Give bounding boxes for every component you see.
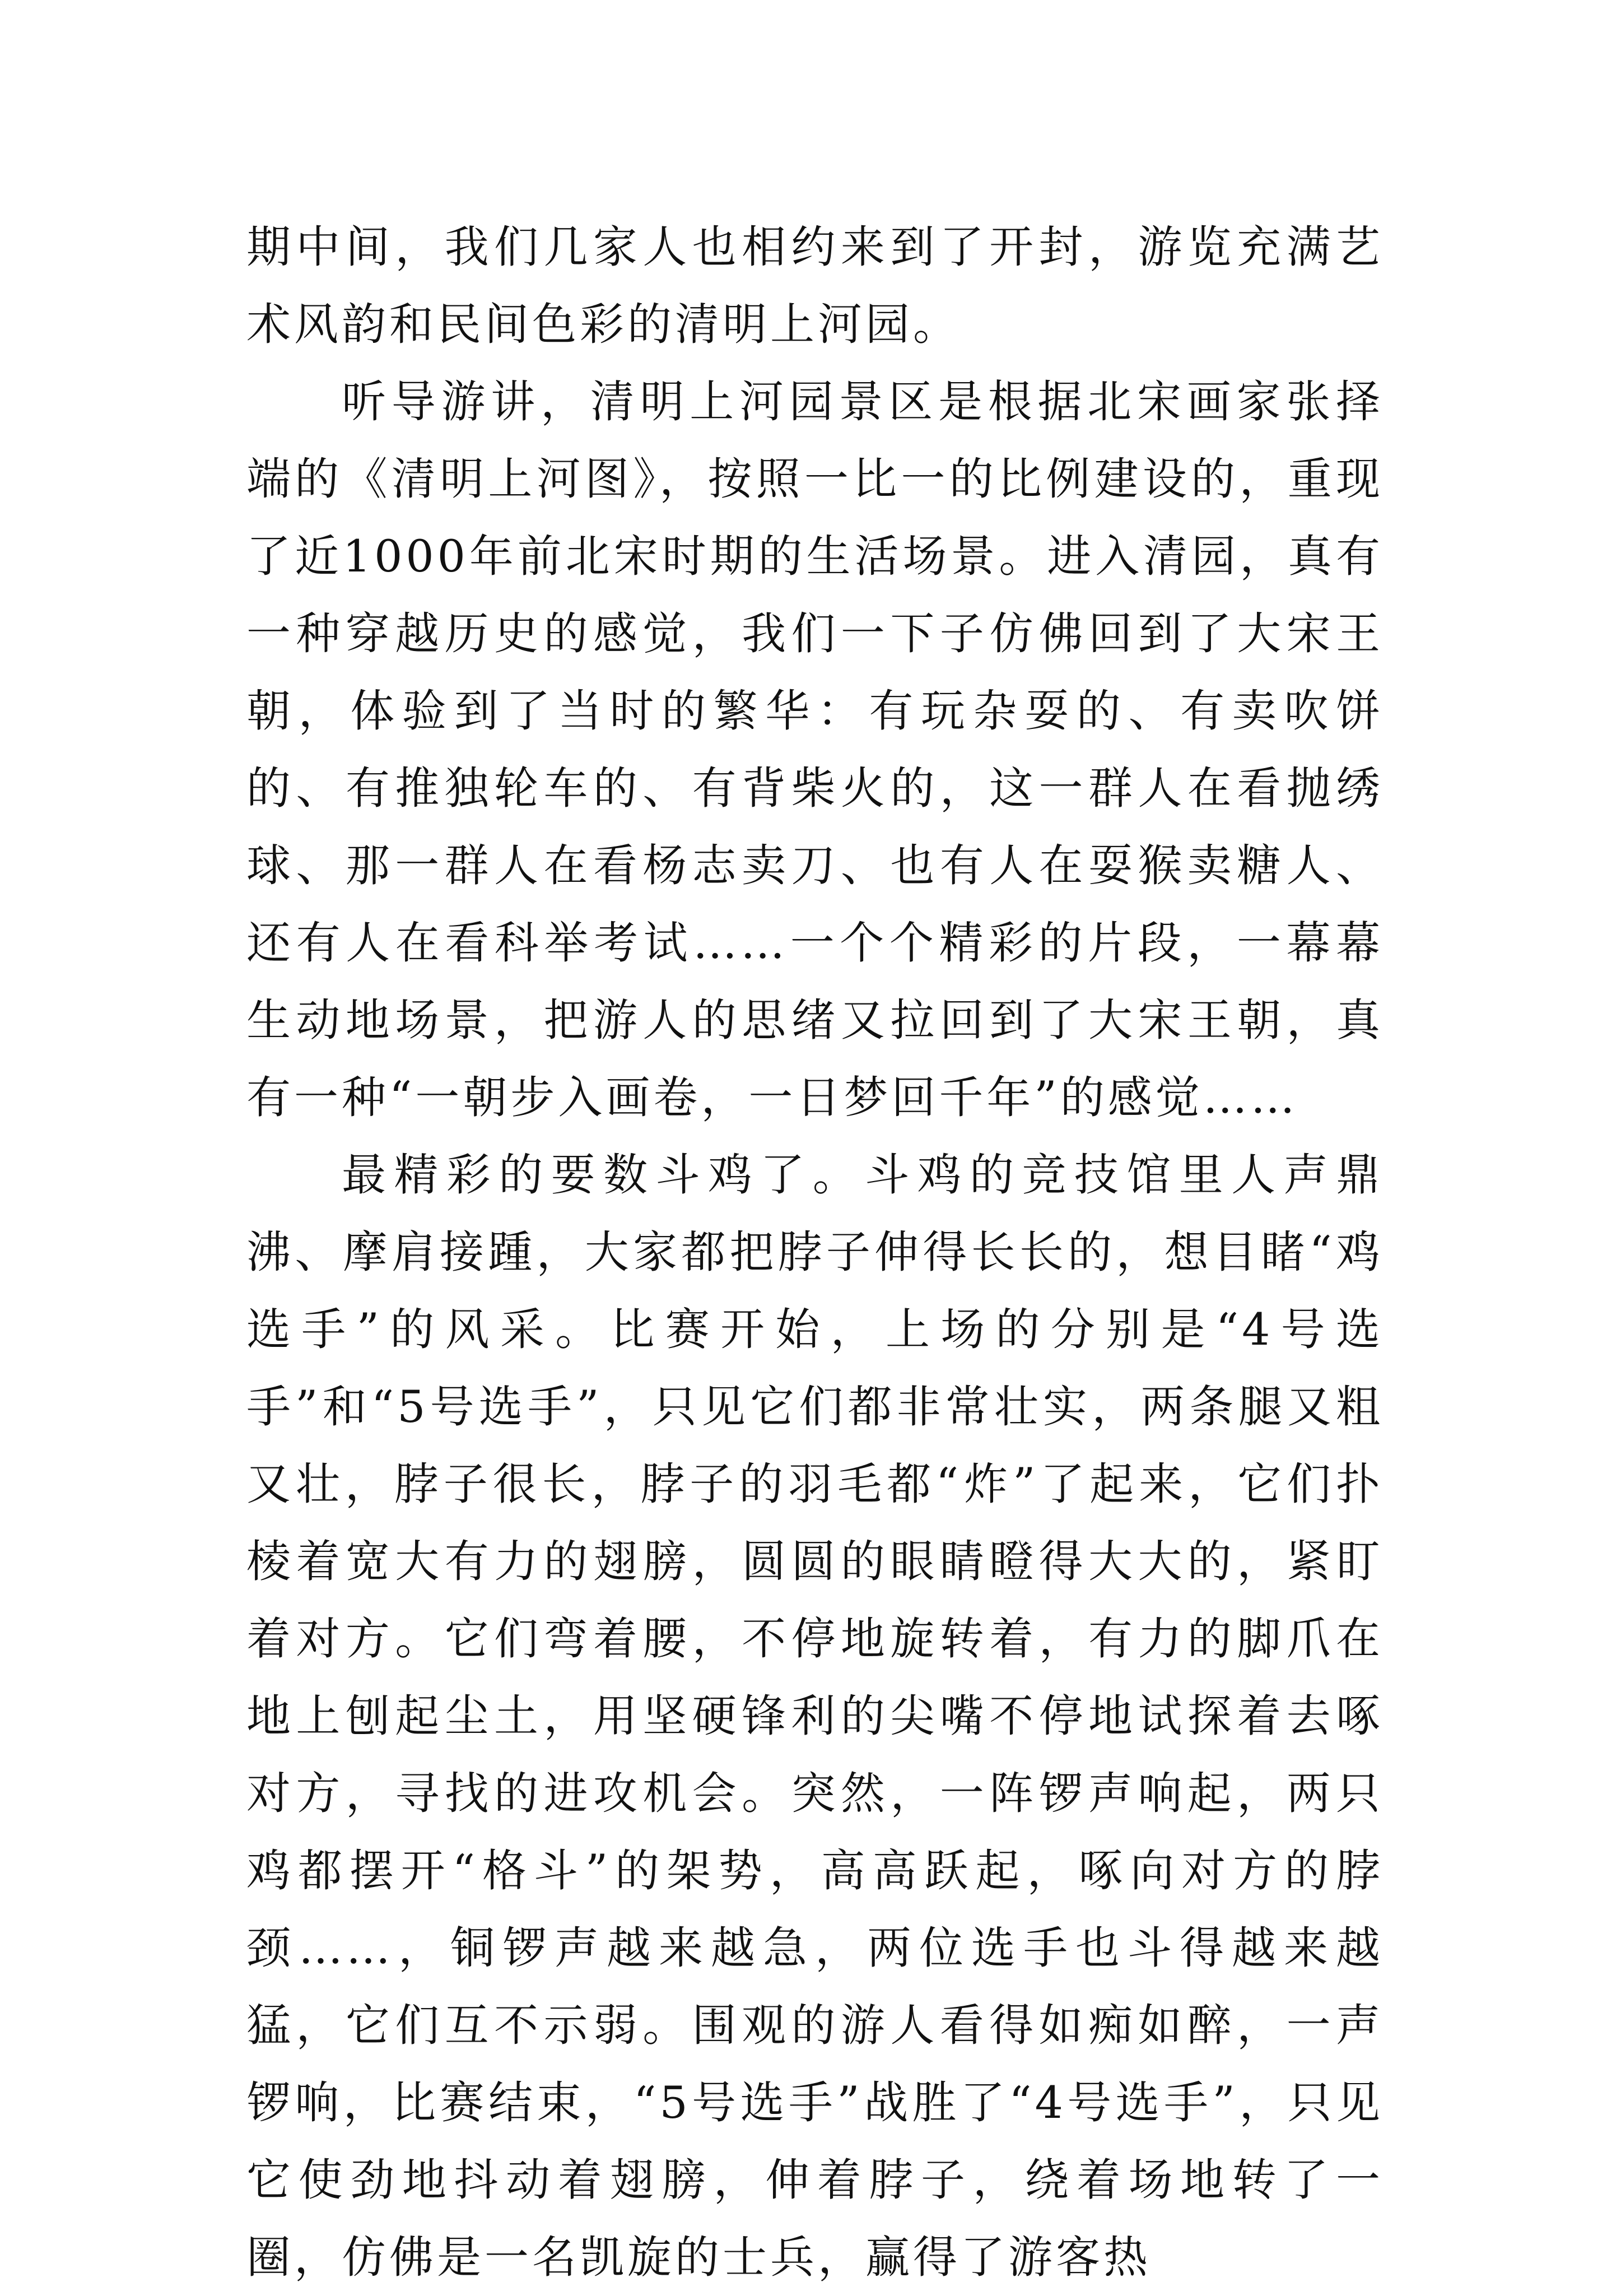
- paragraph-2: 听导游讲，清明上河园景区是根据北宋画家张择端的《清明上河图》，按照一比一的比例建设的，重现了近1000年前北宋时期的生活场景。进入清园，真有一种穿越历史的感觉，我们一下子仿佛回到了大宋王朝，体验到了当时的繁华：有玩杂耍的、有卖吹饼的、有推独轮车的、有背柴火的，这一群人在看抛绣球、那一群人在看杨志卖刀、也有人在耍猴卖糖人、还有人在看科举考试……一个个精彩的片段，一幕幕生动地场景，把游人的思绪又拉回到了大宋王朝，真有一种“一朝步入画卷，一日梦回千年”的感觉……: [246, 376, 1384, 1123]
- paragraph-1: 期中间，我们几家人也相约来到了开封，游览充满艺术风韵和民间色彩的清明上河园。: [246, 221, 1384, 350]
- paragraph-3: 最精彩的要数斗鸡了。斗鸡的竞技馆里人声鼎沸、摩肩接踵，大家都把脖子伸得长长的，想目睹“鸡选手”的风采。比赛开始，上场的分别是“4号选手”和“5号选手”，只见它们都非常壮实，两条腿又粗又壮，脖子很长，脖子的羽毛都“炸”了起来，它们扑棱着宽大有力的翅膀，圆圆的眼睛瞪得大大的，紧盯着对方。它们弯着腰，不停地旋转着，有力的脚爪在地上刨起尘土，用坚硬锋利的尖嘴不停地试探着去啄对方，寻找的进攻机会。突然，一阵锣声响起，两只鸡都摆开“格斗”的架势，高高跃起，啄向对方的脖颈……，铜锣声越来越急，两位选手也斗得越来越猛，它们互不示弱。围观的游人看得如痴如醉，一声锣响，比赛结束，“5号选手”战胜了“4号选手”，只见它使劲地抖动着翅膀，伸着脖子，绕着场地转了一圈，仿佛是一名凯旋的士兵，赢得了游客热: [246, 1149, 1384, 2283]
- body-text: [246, 208, 1384, 2296]
